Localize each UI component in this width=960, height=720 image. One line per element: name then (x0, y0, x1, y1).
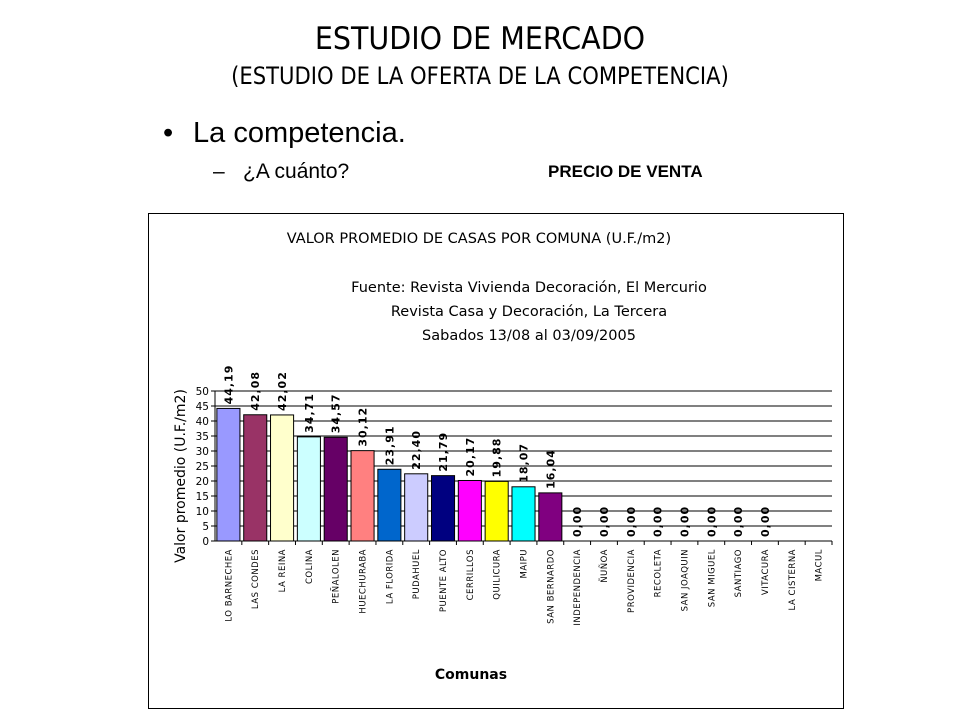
x-tick-label: SANTIAGO (734, 549, 745, 598)
y-tick-label: 0 (202, 536, 209, 548)
x-tick-label: LO BARNECHEA (224, 549, 235, 622)
data-label: 0,00 (705, 505, 719, 537)
data-label: 22,40 (410, 430, 424, 470)
y-axis-title: Valor promedio (U.F./m2) (173, 389, 189, 563)
bar (539, 493, 562, 541)
slide-title: ESTUDIO DE MERCADO (314, 21, 646, 57)
x-tick-label: PEÑALOLEN (331, 549, 342, 604)
y-tick-label: 50 (195, 386, 209, 398)
x-axis-title: Comunas (434, 667, 508, 683)
sub-bullet-text: ¿A cuánto? (243, 160, 350, 183)
x-tick-label: QUILICURA (492, 549, 503, 600)
data-label: 0,00 (678, 505, 692, 537)
data-label: 19,88 (490, 437, 504, 478)
chart-subtitle-line-2: Revista Casa y Decoración, La Tercera (390, 304, 668, 320)
data-label: 0,00 (571, 505, 585, 537)
x-tick-label: LA FLORIDA (385, 549, 396, 605)
x-tick-label: LA CISTERNA (787, 549, 798, 611)
data-label: 42,02 (276, 371, 290, 411)
bar-chart (149, 214, 843, 708)
data-label: 0,00 (624, 505, 638, 537)
data-label: 34,57 (329, 393, 343, 434)
x-tick-label: LA REINA (278, 549, 289, 593)
slide-subtitle: (ESTUDIO DE LA OFERTA DE LA COMPETENCIA) (231, 62, 729, 90)
sub-bullet-item (213, 158, 349, 186)
y-tick-label: 25 (195, 461, 209, 473)
chart-subtitle-line-3: Sabados 13/08 al 03/09/2005 (422, 328, 636, 344)
chart-subtitle-line-1: Fuente: Revista Vivienda Decoración, El Mercurio (351, 280, 707, 296)
y-tick-label: 30 (195, 446, 209, 458)
x-tick-label: HUECHURABA (358, 549, 369, 614)
x-tick-label: SAN MIGUEL (707, 549, 718, 608)
bar (485, 481, 508, 541)
data-label: 44,19 (222, 364, 236, 405)
bar (512, 487, 535, 541)
y-tick-label: 5 (202, 521, 209, 533)
x-tick-label: PUDAHUEL (412, 549, 423, 600)
data-label: 0,00 (732, 505, 746, 537)
x-tick-label: PUENTE ALTO (439, 549, 450, 613)
bar (405, 474, 428, 541)
data-label: 23,91 (383, 425, 397, 466)
x-tick-label: SAN JOAQUIN (680, 549, 691, 612)
x-tick-label: INDEPENDENCIA (573, 549, 584, 626)
data-label: 18,07 (517, 442, 531, 483)
x-tick-label: MAIPU (519, 549, 530, 579)
y-tick-label: 45 (195, 401, 209, 413)
y-tick-label: 15 (195, 491, 209, 503)
x-tick-label: PROVIDENCIA (626, 549, 637, 613)
x-tick-label: MACUL (814, 549, 825, 582)
chart-title: VALOR PROMEDIO DE CASAS POR COMUNA (U.F./m2) (286, 231, 672, 247)
x-tick-label: COLINA (304, 549, 315, 585)
bar (324, 437, 347, 541)
bar (431, 476, 454, 541)
bullet-text: La competencia. (193, 117, 406, 149)
bar (271, 415, 294, 541)
data-label: 0,00 (758, 505, 772, 537)
data-label: 16,04 (544, 449, 558, 489)
sub-bullet-symbol: – (213, 160, 225, 183)
bar (378, 469, 401, 541)
x-tick-label: RECOLETA (653, 549, 664, 598)
y-tick-label: 10 (195, 506, 209, 518)
bar (458, 480, 481, 541)
data-label: 34,71 (302, 393, 316, 433)
chart-frame (148, 213, 844, 709)
y-tick-label: 35 (195, 431, 209, 443)
data-label: 20,17 (463, 436, 477, 477)
data-label: 21,79 (437, 431, 451, 472)
data-label: 42,08 (249, 370, 263, 411)
x-tick-label: SAN BERNARDO (546, 549, 557, 624)
bar (217, 408, 240, 541)
data-label: 0,00 (651, 505, 665, 537)
bar (244, 415, 267, 541)
x-tick-label: ÑUÑOA (599, 549, 610, 583)
bar (297, 437, 320, 541)
bar (351, 451, 374, 541)
y-tick-label: 20 (195, 476, 209, 488)
data-label: 0,00 (597, 505, 611, 537)
price-label: PRECIO DE VENTA (548, 162, 703, 181)
bullet-symbol: • (163, 117, 174, 149)
bullet-item (163, 115, 406, 151)
x-tick-label: VITACURA (760, 549, 771, 596)
x-tick-label: CERRILLOS (465, 549, 476, 601)
data-label: 30,12 (356, 406, 370, 447)
x-tick-label: LAS CONDES (251, 549, 262, 610)
y-tick-label: 40 (195, 416, 209, 428)
